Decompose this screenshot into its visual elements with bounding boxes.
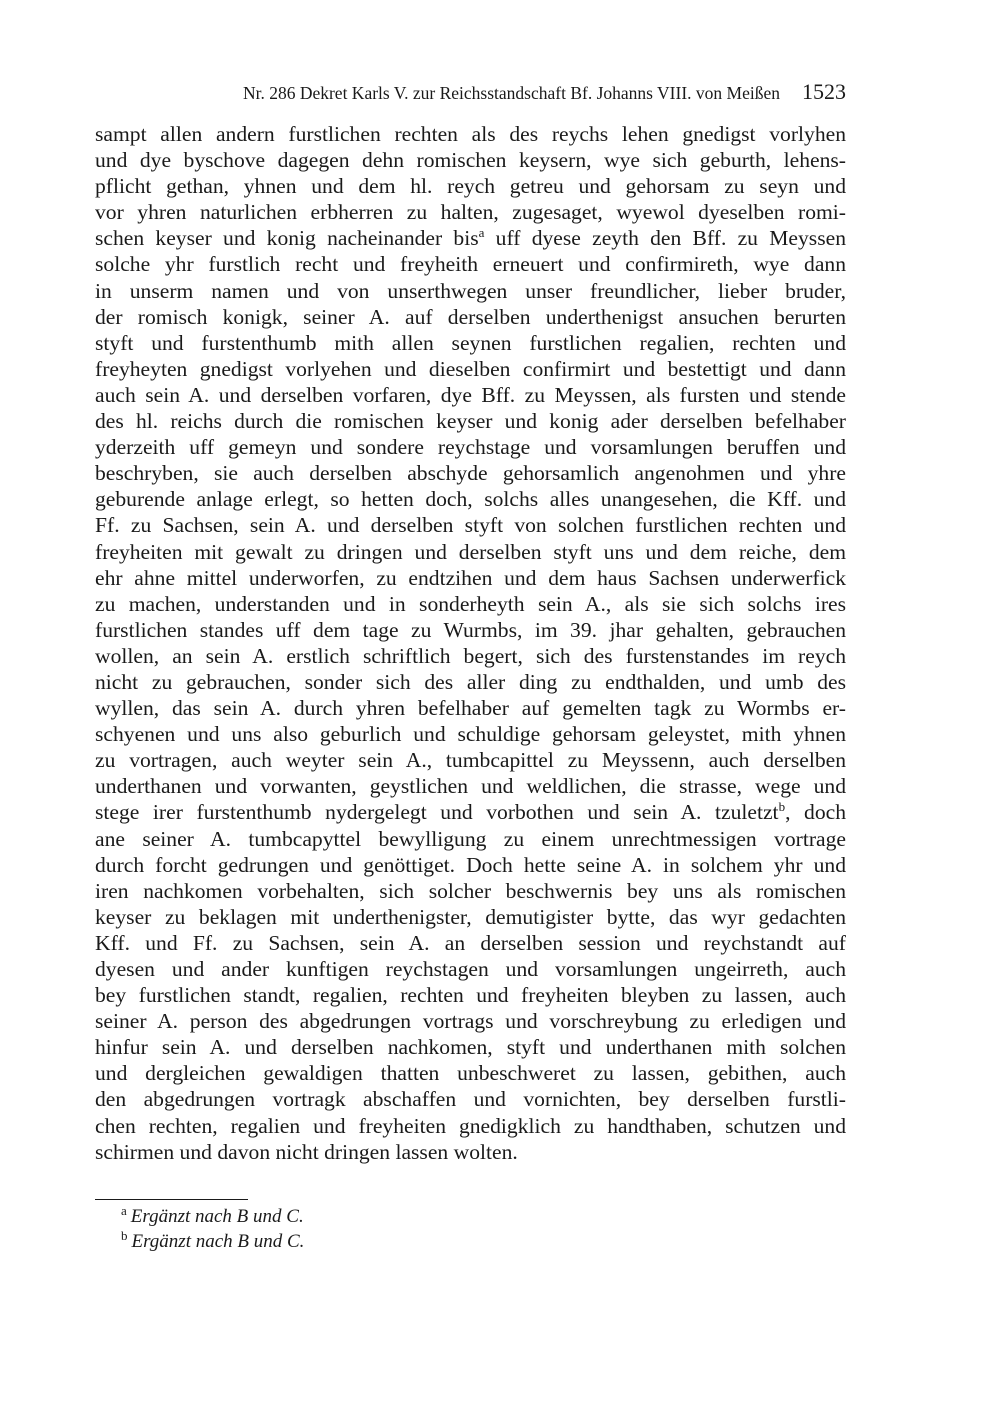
text-line xyxy=(95,695,846,721)
footnote-rule xyxy=(95,1199,248,1200)
text-line-segment: freyheyten gnedigst vorlyehen und dieselben confirmirt und bestettigt und dann xyxy=(95,356,846,381)
text-line-segment: und dergleichen gewaldigen thatten unbeschweret zu lassen, gebithen, auch xyxy=(95,1061,846,1086)
text-line xyxy=(95,173,846,199)
text-line xyxy=(95,121,846,147)
text-line xyxy=(95,643,846,669)
footnote-text: Ergänzt nach B und C. xyxy=(131,1231,305,1252)
text-line-segment: durch forcht gedrungen und genöttiget. Doch hette seine A. in solchem yhr und xyxy=(95,852,846,877)
text-line-segment: auch sein A. und derselben vorfaren, dye Bff. zu Meyssen, als fursten und stende xyxy=(95,382,846,407)
text-line xyxy=(95,199,846,225)
footnote-mark: a xyxy=(121,1203,127,1218)
text-line-segment: zu vortragen, auch weyter sein A., tumbcapittel zu Meyssenn, auch derselben xyxy=(95,748,846,773)
text-line xyxy=(95,617,846,643)
footnote-mark: b xyxy=(121,1228,128,1243)
text-line-segment: uff dyese zeyth den Bff. zu Meyssen xyxy=(484,226,846,251)
text-line xyxy=(95,591,846,617)
text-line xyxy=(95,826,846,852)
text-line-segment: zu machen, understanden und in sonderheyth sein A., als sie sich solchs ires xyxy=(95,591,846,616)
text-line xyxy=(95,1008,846,1034)
text-line xyxy=(95,225,846,251)
footnote-text: Ergänzt nach B und C. xyxy=(130,1206,304,1227)
text-line xyxy=(95,539,846,565)
text-line-segment: dyesen und ander kunftigen reychstagen und vorsamlungen ungeirreth, auch xyxy=(95,957,846,981)
text-line xyxy=(95,878,846,904)
text-line-segment: geburende anlage erlegt, so hetten doch, solchs alles unangesehen, die Kff. und xyxy=(95,487,846,512)
text-line-segment: schen keyser und konig nacheinander bis xyxy=(95,226,479,251)
text-line xyxy=(95,773,846,799)
text-line xyxy=(95,486,846,512)
text-line xyxy=(95,1060,846,1086)
text-line-segment: ehr ahne mittel underworfen, zu endtzihen und dem haus Sachsen underwerfick xyxy=(95,565,846,590)
text-line xyxy=(95,799,846,825)
text-line xyxy=(95,1113,846,1139)
text-line xyxy=(95,512,846,538)
text-line-segment: wollen, an sein A. erstlich schriftlich begert, sich des furstenstandes im reych xyxy=(95,643,846,668)
text-line-segment: schyenen und uns also geburlich und schuldige gehorsam geleystet, mith yhnen xyxy=(95,722,846,747)
text-line xyxy=(95,356,846,382)
text-line-segment: den abgedrungen vortragk abschaffen und vornichten, bey derselben furstli- xyxy=(95,1087,846,1112)
text-line-segment: stege irer furstenthumb nydergelegt und vorbothen und sein A. tzuletzt xyxy=(95,800,779,825)
text-line-segment: keyser zu beklagen mit underthenigster, demutigister bytte, das wyr gedachten xyxy=(95,904,846,929)
text-line xyxy=(95,930,846,956)
footnotes xyxy=(121,1204,621,1254)
text-line-segment: hinfur sein A. und derselben nachkomen, styft und underthanen mith solchen xyxy=(95,1035,846,1060)
text-line xyxy=(95,852,846,878)
text-line-segment: vor yhren naturlichen erbherren zu halten, zugesaget, wyewol dyeselben romi- xyxy=(95,200,846,225)
text-line-segment: chen rechten, regalien und freyheiten gnedigklich zu handthaben, schutzen und xyxy=(95,1113,846,1138)
text-line xyxy=(95,330,846,356)
text-line-segment: ane seiner A. tumbcapyttel bewylligung zu einem unrechtmessigen vortrage xyxy=(95,826,846,851)
text-line xyxy=(95,1086,846,1112)
text-line-segment: sampt allen andern furstlichen rechten als des reychs lehen gnedigst vorlyhen xyxy=(95,122,846,146)
text-line-segment: solche yhr furstlich recht und freyheith erneuert und confirmireth, wye dann xyxy=(95,252,846,277)
text-line xyxy=(95,251,846,277)
text-line-segment: und dye byschove dagegen dehn romischen keysern, wye sich geburth, lehens- xyxy=(95,148,846,173)
text-line-segment: Kff. und Ff. zu Sachsen, sein A. an derselben session und reychstandt auf xyxy=(95,930,846,955)
text-line-segment: underthanen und vorwanten, geystlichen und weldlichen, die strasse, wege und xyxy=(95,774,846,799)
footnote xyxy=(121,1204,621,1229)
text-line-segment: iren nachkomen vorbehalten, sich solcher beschwernis bey uns als romischen xyxy=(95,878,846,903)
text-line-segment: styft und furstenthumb mith allen seynen furstlichen regalien, rechten und xyxy=(95,330,846,355)
body-text xyxy=(95,121,846,1165)
text-line-segment: furstlichen standes uff dem tage zu Wurmbs, im 39. jhar gehalten, gebrauchen xyxy=(95,617,846,642)
text-line xyxy=(95,278,846,304)
text-line xyxy=(95,1034,846,1060)
text-line xyxy=(95,669,846,695)
text-line xyxy=(95,747,846,773)
text-line-segment: nicht zu gebrauchen, sonder sich des aller ding zu endthalden, und umb des xyxy=(95,669,846,694)
footnote xyxy=(121,1229,621,1254)
text-line-segment: yderzeith uff gemeyn und sondere reychstage und vorsamlungen beruffen und xyxy=(95,435,846,460)
text-line xyxy=(95,904,846,930)
text-line xyxy=(95,982,846,1008)
text-line-segment: schirmen und davon nicht dringen lassen wolten. xyxy=(95,1139,518,1164)
running-head xyxy=(95,79,846,109)
text-line xyxy=(95,408,846,434)
page-number: 1523 xyxy=(802,79,846,104)
text-line xyxy=(95,956,846,982)
running-head-title: Nr. 286 Dekret Karls V. zur Reichsstandschaft Bf. Johanns VIII. von Meißen xyxy=(242,83,780,103)
text-line xyxy=(95,1139,846,1165)
text-line-segment: pflicht gethan, yhnen und dem hl. reych getreu und gehorsam zu seyn und xyxy=(95,174,846,199)
text-line-segment: des hl. reichs durch die romischen keyser und konig ader derselben befelhaber xyxy=(95,409,846,434)
text-line-segment: freyheiten mit gewalt zu dringen und derselben styft uns und dem reiche, dem xyxy=(95,539,846,564)
text-line-segment: der romisch konigk, seiner A. auf derselben underthenigst ansuchen berurten xyxy=(95,304,846,329)
text-line-segment: wyllen, das sein A. durch yhren befelhaber auf gemelten tagk zu Wormbs er- xyxy=(95,696,846,721)
text-line xyxy=(95,721,846,747)
text-line xyxy=(95,460,846,486)
text-line-segment: , doch xyxy=(785,800,846,825)
text-line-segment: beschryben, sie auch derselben abschyde gehorsamlich angenohmen und yhre xyxy=(95,461,846,486)
text-line xyxy=(95,434,846,460)
text-line-segment: bey furstlichen standt, regalien, rechten und freyheiten bleyben zu lassen, auch xyxy=(95,983,846,1008)
text-line xyxy=(95,565,846,591)
text-line-segment: seiner A. person des abgedrungen vortrags und vorschreybung zu erledigen und xyxy=(95,1009,846,1034)
text-line xyxy=(95,147,846,173)
text-line-segment: Ff. zu Sachsen, sein A. und derselben styft von solchen furstlichen rechten und xyxy=(95,513,846,538)
footnote-reference: a xyxy=(478,225,485,241)
footnote-reference: b xyxy=(778,799,786,815)
text-line-segment: in unserm namen und von unserthwegen unser freundlicher, lieber bruder, xyxy=(95,278,846,303)
text-line xyxy=(95,382,846,408)
text-line xyxy=(95,304,846,330)
